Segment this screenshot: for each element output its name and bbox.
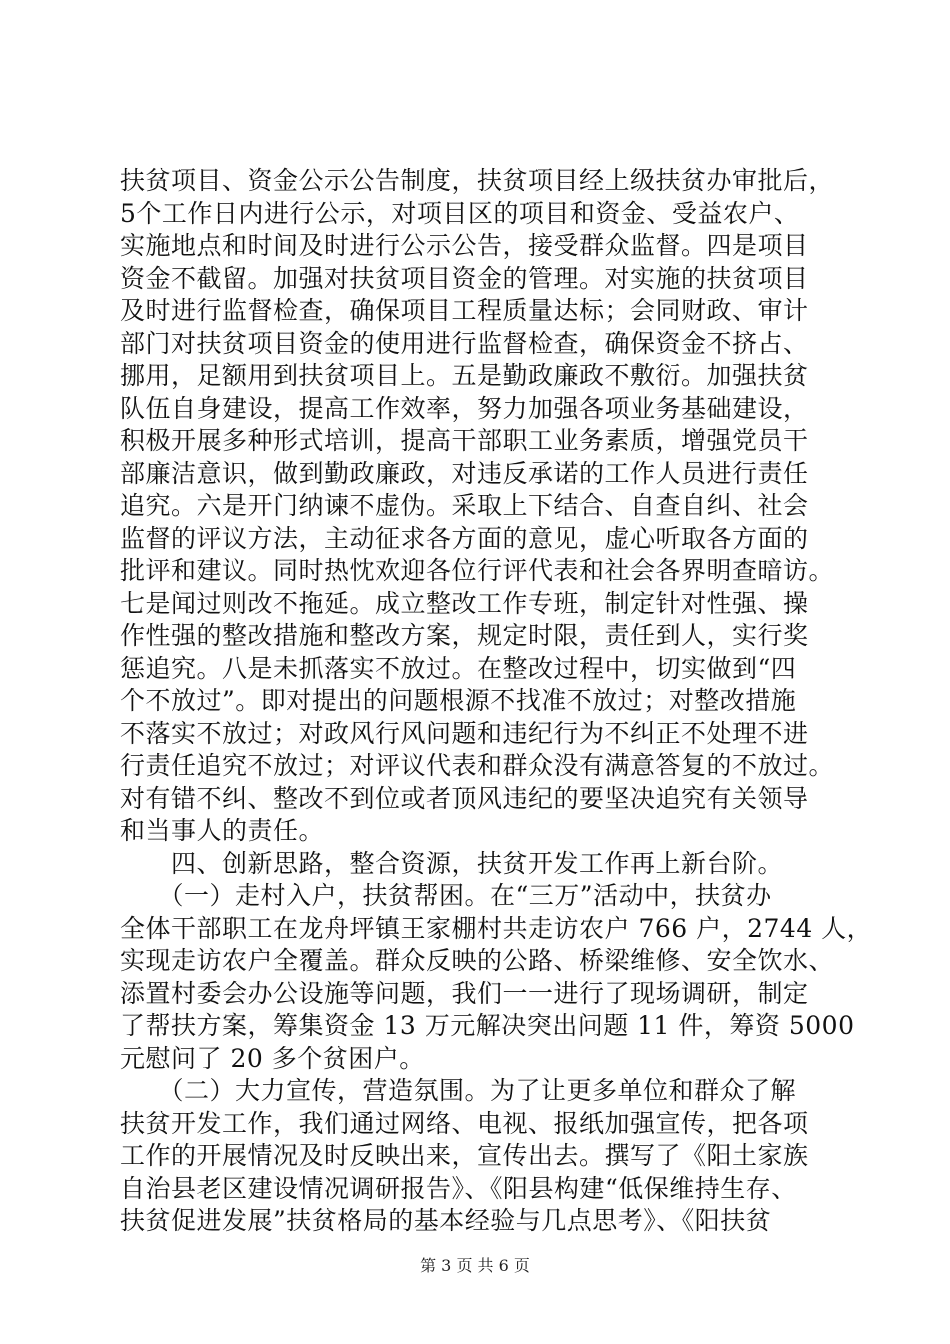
text-line: 队伍自身建设，提高工作效率，努力加强各项业务基础建设， bbox=[120, 393, 809, 423]
text-line: 不落实不放过；对政风行风问题和违纪行为不纠正不处理不进 bbox=[120, 718, 809, 748]
text-line: 自治县老区建设情况调研报告》、《阳县构建“低保维持生存、 bbox=[120, 1173, 797, 1203]
text-line: （二）大力宣传，营造氛围。为了让更多单位和群众了解 bbox=[120, 1076, 797, 1105]
text-line: 了帮扶方案，筹集资金 13 万元解决突出问题 11 件，筹资 5000 bbox=[120, 1011, 855, 1040]
text-line: 部廉洁意识，做到勤政廉政，对违反承诺的工作人员进行责任 bbox=[120, 458, 809, 488]
text-line: 扶贫开发工作，我们通过网络、电视、报纸加强宣传，把各项 bbox=[120, 1108, 809, 1138]
text-line: 个不放过”。即对提出的问题根源不找准不放过；对整改措施 bbox=[120, 686, 797, 715]
text-line: 七是闻过则改不拖延。成立整改工作专班，制定针对性强、操 bbox=[120, 588, 809, 618]
text-line: 和当事人的责任。 bbox=[120, 816, 325, 845]
text-line: 作性强的整改措施和整改方案，规定时限，责任到人，实行奖 bbox=[120, 621, 809, 650]
text-line: 惩追究。八是未抓落实不放过。在整改过程中，切实做到“四 bbox=[120, 653, 797, 683]
text-line: 扶贫项目、资金公示公告制度，扶贫项目经上级扶贫办审批后， bbox=[120, 166, 835, 195]
page-footer: 第 3 页 共 6 页 bbox=[420, 1256, 530, 1275]
text-line: 行责任追究不放过；对评议代表和群众没有满意答复的不放过。 bbox=[120, 751, 835, 780]
text-line: （一）走村入户，扶贫帮困。在“三万”活动中，扶贫办 bbox=[120, 881, 772, 910]
text-line: 挪用，足额用到扶贫项目上。五是勤政廉政不敷衍。加强扶贫 bbox=[120, 361, 809, 390]
text-line: 扶贫促进发展”扶贫格局的基本经验与几点思考》、《阳扶贫 bbox=[120, 1206, 772, 1235]
text-line: 对有错不纠、整改不到位或者顶风违纪的要坚决追究有关领导 bbox=[120, 783, 809, 813]
text-line: 元慰问了 20 多个贫困户。 bbox=[120, 1043, 425, 1073]
text-line: 部门对扶贫项目资金的使用进行监督检查，确保资金不挤占、 bbox=[120, 328, 809, 358]
text-line: 工作的开展情况及时反映出来，宣传出去。撰写了《阳土家族 bbox=[120, 1141, 809, 1170]
text-line: 实施地点和时间及时进行公示公告，接受群众监督。四是项目 bbox=[120, 231, 809, 260]
text-line: 追究。六是开门纳谏不虚伪。采取上下结合、自查自纠、社会 bbox=[120, 491, 809, 520]
text-line: 及时进行监督检查，确保项目工程质量达标；会同财政、审计 bbox=[120, 296, 809, 325]
document-body bbox=[120, 165, 873, 1238]
text-line: 实现走访农户全覆盖。群众反映的公路、桥梁维修、安全饮水、 bbox=[120, 946, 835, 975]
text-line: 资金不截留。加强对扶贫项目资金的管理。对实施的扶贫项目 bbox=[120, 263, 809, 293]
text-line: 添置村委会办公设施等问题，我们一一进行了现场调研，制定 bbox=[120, 978, 809, 1008]
text-line: 监督的评议方法，主动征求各方面的意见，虚心听取各方面的 bbox=[120, 523, 809, 553]
text-line: 积极开展多种形式培训，提高干部职工业务素质，增强党员干 bbox=[120, 426, 809, 455]
text-line: 批评和建议。同时热忱欢迎各位行评代表和社会各界明查暗访。 bbox=[120, 556, 835, 585]
text-line: 四、创新思路，整合资源，扶贫开发工作再上新台阶。 bbox=[120, 848, 784, 878]
text-line: 5个工作日内进行公示，对项目区的项目和资金、受益农户、 bbox=[120, 198, 800, 228]
text-line: 全体干部职工在龙舟坪镇王家棚村共走访农户 766 户，2744 人， bbox=[120, 913, 873, 943]
